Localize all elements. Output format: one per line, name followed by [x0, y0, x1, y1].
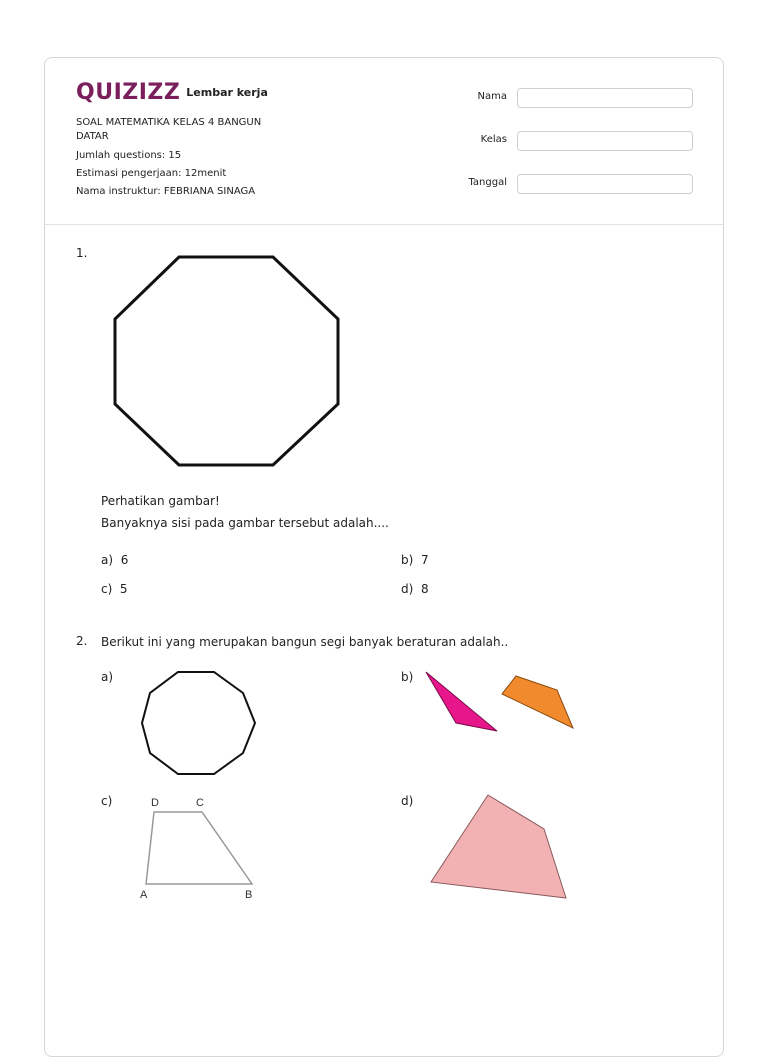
- date-label: Tanggal: [468, 177, 507, 188]
- trapezoid-shape: [146, 812, 252, 884]
- instructor-name: Nama instruktur: FEBRIANA SINAGA: [76, 186, 256, 197]
- q2-option-d[interactable]: d): [401, 794, 414, 808]
- brand-subtitle: Lembar kerja: [186, 86, 268, 99]
- option-value: 6: [120, 553, 129, 567]
- question-2-number: 2.: [76, 634, 88, 648]
- question-1-line-1: Perhatikan gambar!: [101, 494, 220, 508]
- option-key: a): [101, 553, 114, 567]
- brand-logo: QUIZIZZ: [76, 80, 181, 105]
- q2-option-a[interactable]: a): [101, 670, 114, 684]
- class-label: Kelas: [480, 134, 507, 145]
- vertex-label-b: B: [245, 889, 253, 901]
- q2-option-c-key[interactable]: c): [101, 794, 113, 808]
- option-key: d): [401, 582, 414, 596]
- question-1-line-2: Banyaknya sisi pada gambar tersebut adalah....: [101, 516, 389, 530]
- question-1-number: 1.: [76, 246, 88, 260]
- vertex-label-a: A: [140, 889, 148, 901]
- option-value: 7: [420, 553, 429, 567]
- worksheet-title: SOAL MATEMATIKA KELAS 4 BANGUN DATAR: [76, 117, 262, 142]
- q2-option-b[interactable]: b): [401, 670, 414, 684]
- decagon-shape: [142, 672, 255, 774]
- vertex-label-d: D: [151, 797, 159, 809]
- magenta-triangle-shape: [426, 672, 497, 731]
- estimated-time: Estimasi pengerjaan: 12menit: [76, 168, 227, 179]
- option-key: c): [101, 582, 113, 596]
- option-value: 8: [420, 582, 429, 596]
- option-key: b): [401, 553, 414, 567]
- pink-pentagon-shape: [431, 795, 566, 898]
- orange-quadrilateral-shape: [502, 676, 573, 728]
- option-value: 5: [119, 582, 128, 596]
- vertex-label-c: C: [196, 797, 204, 809]
- question-2-text: Berikut ini yang merupakan bangun segi banyak beraturan adalah..: [101, 635, 509, 649]
- name-label: Nama: [477, 91, 507, 102]
- question-count: Jumlah questions: 15: [76, 150, 182, 161]
